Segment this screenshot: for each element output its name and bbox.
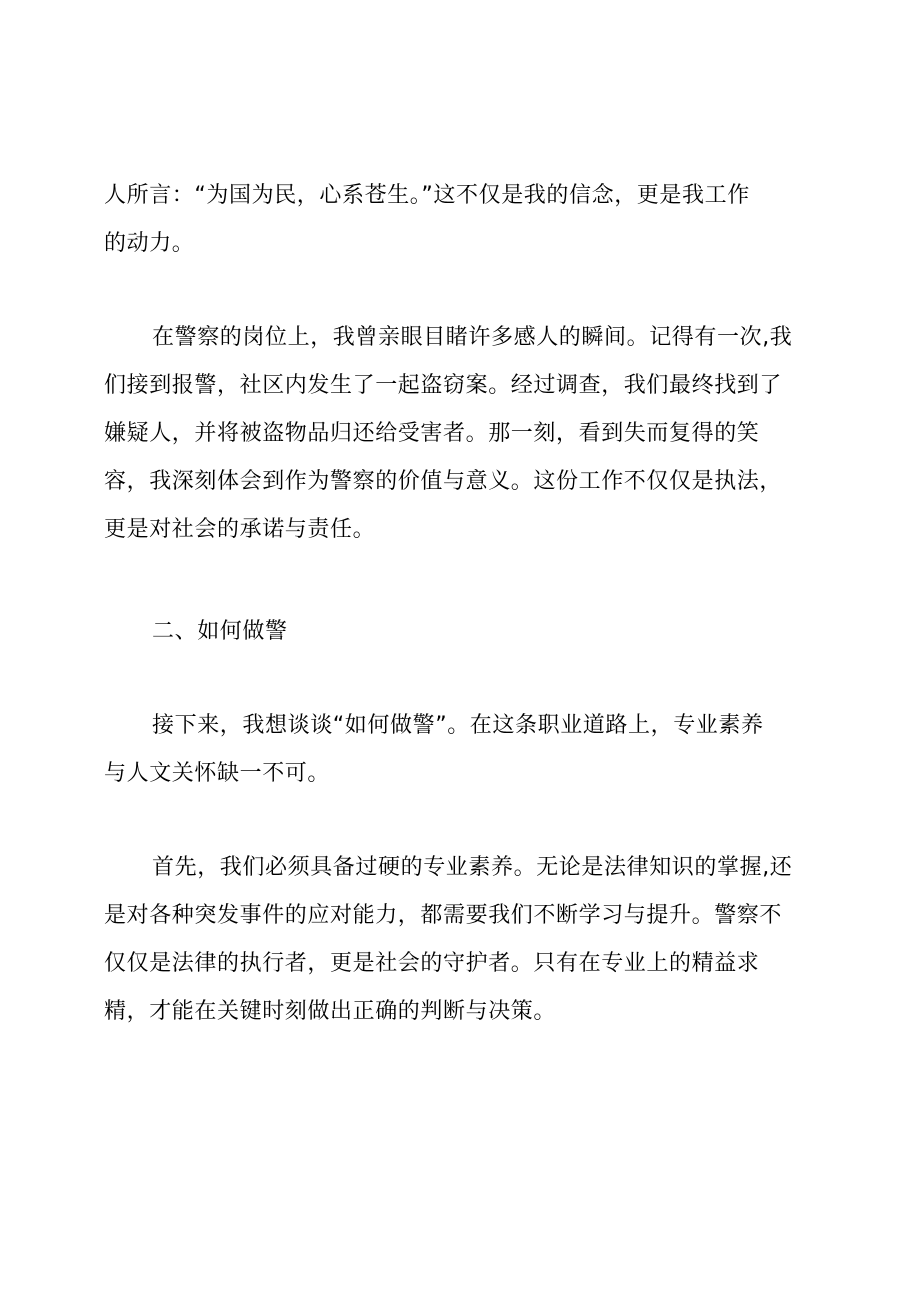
paragraph-2-line-1: 在警察的岗位上，我曾亲眼目睹许多感人的瞬间。记得有一次,我 [152, 325, 793, 350]
paragraph-2-line-3: 嫌疑人，并将被盗物品归还给受害者。那一刻，看到失而复得的笑 [104, 421, 760, 446]
paragraph-2-line-4: 容，我深刻体会到作为警察的价值与意义。这份工作不仅仅是执法， [104, 469, 783, 494]
paragraph-3-line-2: 与人文关怀缺一不可。 [104, 761, 331, 786]
paragraph-4-line-3: 仅仅是法律的执行者，更是社会的守护者。只有在专业上的精益求 [104, 951, 760, 976]
paragraph-1-line-2: 的动力。 [104, 231, 195, 256]
paragraph-2-line-5: 更是对社会的承诺与责任。 [104, 517, 376, 542]
paragraph-2-line-2: 们接到报警，社区内发生了一起盗窃案。经过调查，我们最终找到了 [104, 373, 783, 398]
paragraph-1-line-1: 人所言：“为国为民，心系苍生。”这不仅是我的信念，更是我工作 [104, 183, 750, 208]
paragraph-4-line-2: 是对各种突发事件的应对能力，都需要我们不断学习与提升。警察不 [104, 903, 783, 928]
paragraph-4-line-4: 精，才能在关键时刻做出正确的判断与决策。 [104, 999, 557, 1024]
paragraph-4-line-1: 首先，我们必须具备过硬的专业素养。无论是法律知识的掌握,还 [152, 855, 793, 880]
paragraph-3-line-1: 接下来，我想谈谈“如何做警”。在这条职业道路上，专业素养 [152, 713, 764, 738]
section-heading: 二、如何做警 [152, 619, 288, 644]
